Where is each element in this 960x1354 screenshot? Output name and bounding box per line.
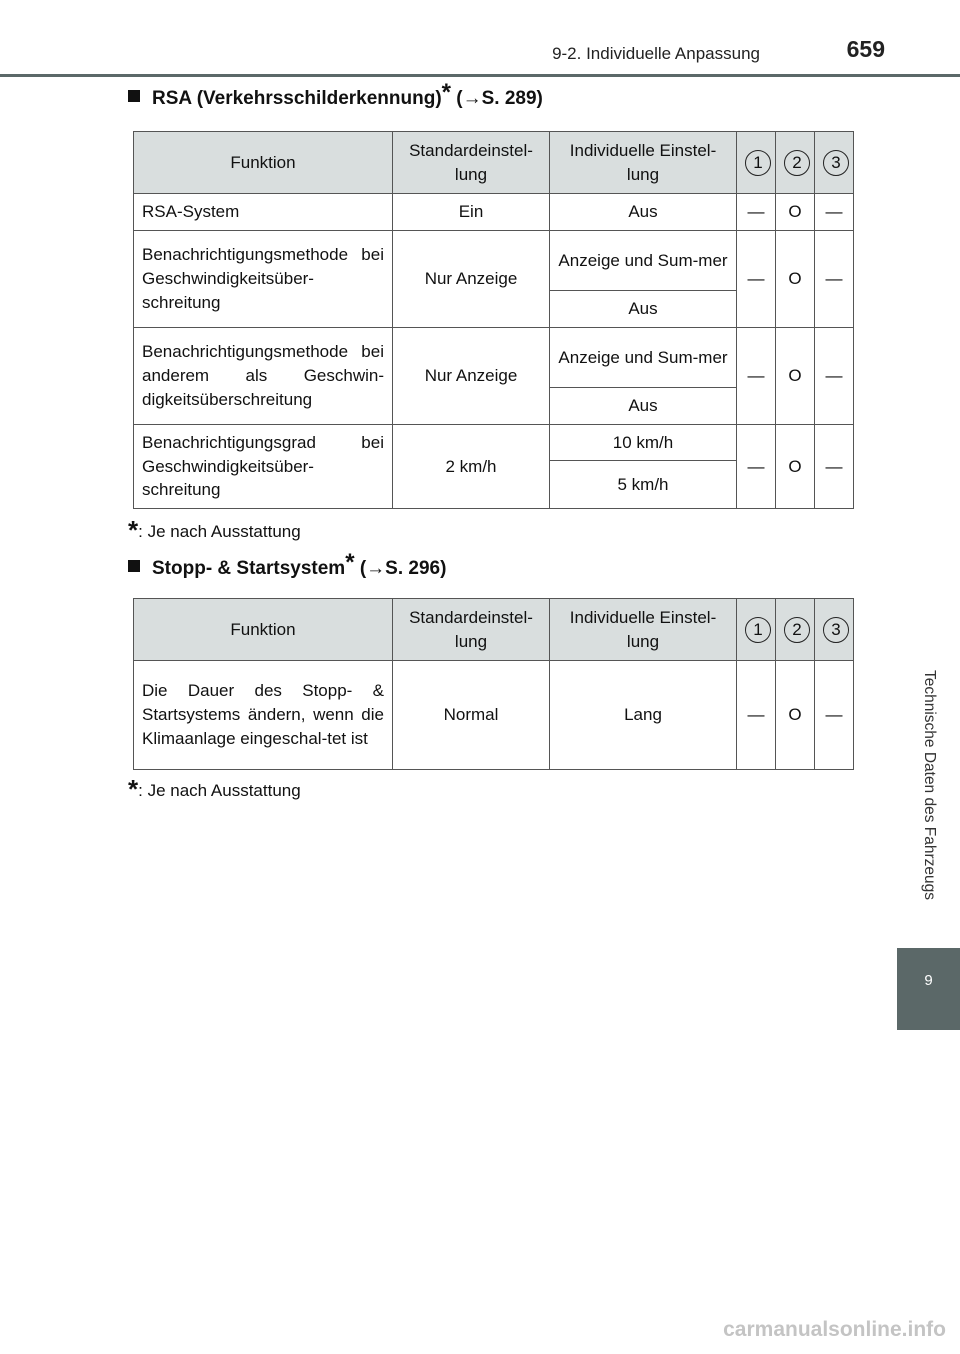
header-rule (0, 74, 960, 77)
footnote-text: : Je nach Ausstattung (138, 522, 301, 541)
table-row (134, 661, 854, 770)
heading-ref: (→S. 296) (354, 558, 447, 579)
col-custom: Individuelle Einstel-lung (550, 132, 737, 194)
page-number: 659 (846, 36, 885, 62)
circled-two: 2 (784, 617, 810, 643)
cell-default: Normal (393, 661, 550, 770)
col-function: Funktion (134, 132, 393, 194)
col-default: Standardeinstel-lung (393, 132, 550, 194)
footnote (128, 774, 301, 804)
cell-c2: O (776, 661, 815, 770)
cell-option: Aus (550, 194, 737, 231)
cell-default: Nur Anzeige (393, 231, 550, 328)
square-bullet-icon (128, 560, 140, 572)
footnote-star: * (128, 774, 139, 804)
col-2 (776, 132, 815, 194)
cell-default: Nur Anzeige (393, 328, 550, 425)
cell-default: 2 km/h (393, 425, 550, 509)
col-1 (737, 132, 776, 194)
col-function: Funktion (134, 599, 393, 661)
cell-c3: — (815, 328, 854, 425)
col-default: Standardeinstel-lung (393, 599, 550, 661)
cell-c3: — (815, 194, 854, 231)
section-heading-stop-start (128, 549, 447, 580)
table-row (134, 194, 854, 231)
cell-option: 10 km/h (550, 425, 737, 461)
cell-option: Anzeige und Sum-mer (550, 328, 737, 388)
cell-function: Benachrichtigungsmethode bei Geschwindigkeitsüber-schreitung (134, 231, 393, 328)
circled-three: 3 (823, 617, 849, 643)
footnote-text: : Je nach Ausstattung (138, 781, 301, 800)
cell-c1: — (737, 661, 776, 770)
col-3 (815, 132, 854, 194)
table-row (134, 328, 854, 388)
watermark: carmanualsonline.info (723, 1318, 946, 1341)
cell-c2: O (776, 194, 815, 231)
table-header-row (134, 132, 854, 194)
table-row (134, 425, 854, 461)
cell-option: Aus (550, 388, 737, 425)
section-heading-rsa (128, 79, 543, 110)
heading-text: RSA (Verkehrsschilderkennung) (152, 88, 442, 109)
table-row (134, 231, 854, 291)
col-3 (815, 599, 854, 661)
circled-three: 3 (823, 150, 849, 176)
rsa-table (133, 131, 854, 509)
cell-c1: — (737, 425, 776, 509)
heading-star: * (345, 549, 355, 576)
circled-one: 1 (745, 150, 771, 176)
cell-default: Ein (393, 194, 550, 231)
cell-c1: — (737, 194, 776, 231)
side-tab-label: Technische Daten des Fahrzeugs (920, 669, 938, 901)
circled-one: 1 (745, 617, 771, 643)
side-tab (897, 620, 960, 950)
cell-c3: — (815, 231, 854, 328)
col-2 (776, 599, 815, 661)
cell-c2: O (776, 231, 815, 328)
cell-option: Lang (550, 661, 737, 770)
heading-text: Stopp- & Startsystem (152, 558, 346, 579)
square-bullet-icon (128, 90, 140, 102)
cell-option: Aus (550, 291, 737, 328)
chapter-number: 9 (924, 972, 933, 989)
cell-c3: — (815, 661, 854, 770)
col-1 (737, 599, 776, 661)
col-custom: Individuelle Einstel-lung (550, 599, 737, 661)
cell-c3: — (815, 425, 854, 509)
cell-c1: — (737, 328, 776, 425)
cell-function: Benachrichtigungsmethode bei anderem als Geschwin-digkeitsüberschreitung (134, 328, 393, 425)
cell-c1: — (737, 231, 776, 328)
cell-function: Die Dauer des Stopp- & Startsystems ändern, wenn die Klimaanlage eingeschal-tet ist (134, 661, 393, 770)
cell-option: Anzeige und Sum-mer (550, 231, 737, 291)
cell-c2: O (776, 425, 815, 509)
circled-two: 2 (784, 150, 810, 176)
cell-function: Benachrichtigungsgrad bei Geschwindigkeitsüber-schreitung (134, 425, 393, 509)
cell-option: 5 km/h (550, 461, 737, 509)
cell-c2: O (776, 328, 815, 425)
chapter-tab (897, 948, 960, 1030)
heading-ref: (→S. 289) (451, 88, 543, 109)
stop-start-table (133, 598, 854, 770)
footnote-star: * (128, 515, 139, 545)
heading-star: * (441, 79, 452, 106)
section-title: 9-2. Individuelle Anpassung (552, 44, 760, 63)
footnote (128, 515, 301, 545)
table-header-row (134, 599, 854, 661)
cell-function: RSA-System (134, 194, 393, 231)
